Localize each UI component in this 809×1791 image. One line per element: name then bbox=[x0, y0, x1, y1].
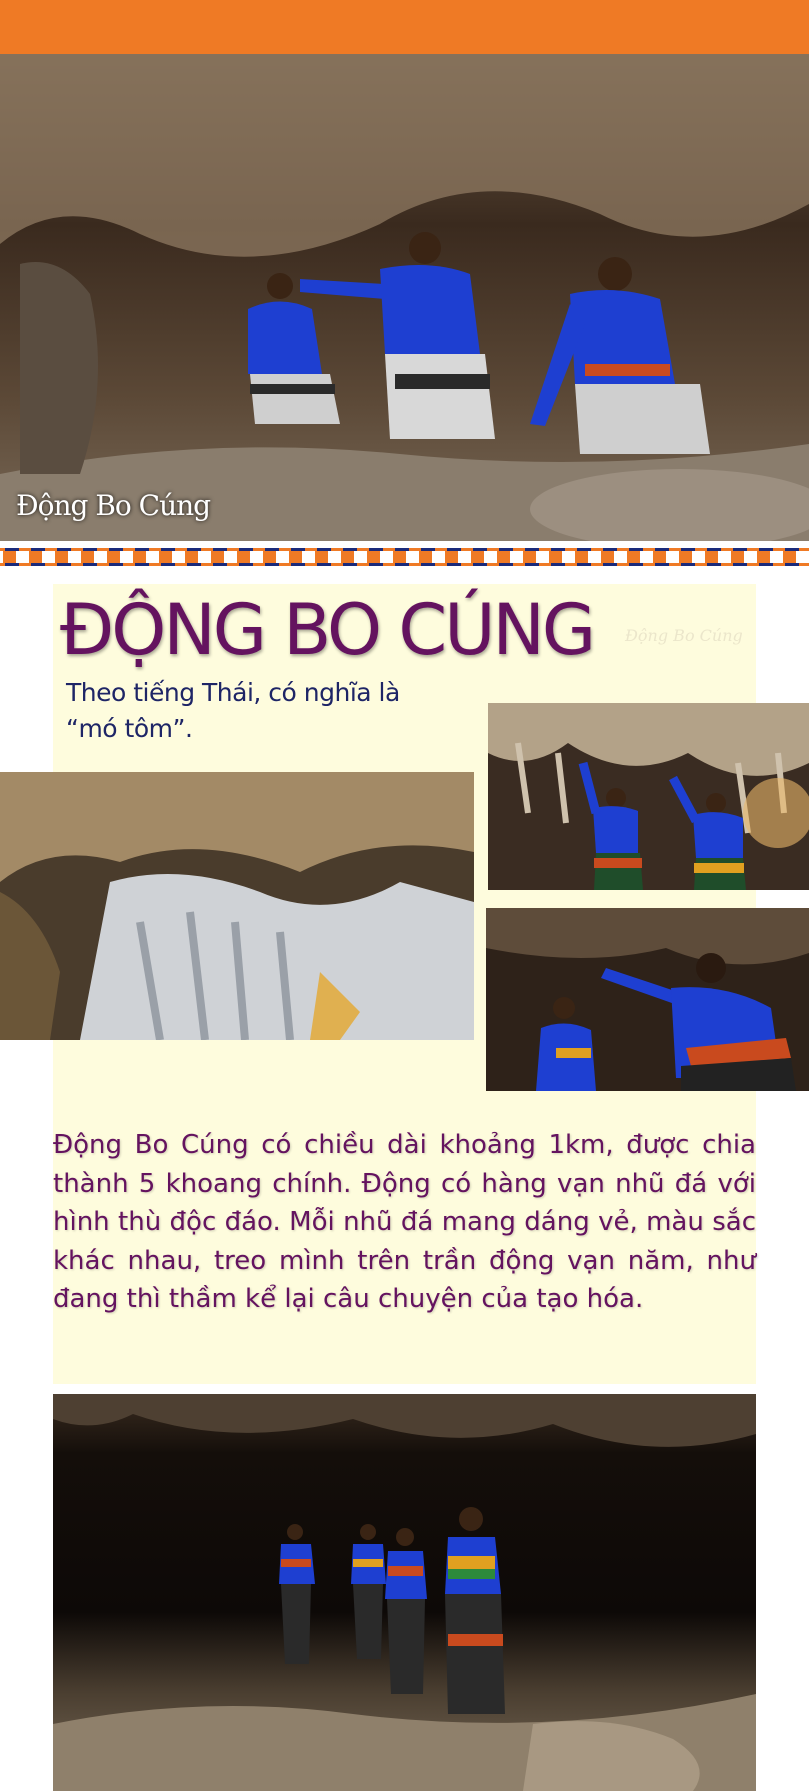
women-stalactites-photo bbox=[488, 703, 809, 890]
stalactite-photo bbox=[0, 772, 474, 1040]
women-water-photo bbox=[486, 908, 809, 1091]
title-watermark: Động Bo Cúng bbox=[625, 626, 743, 645]
hero-photo bbox=[0, 54, 809, 541]
subtitle: Theo tiếng Thái, có nghĩa là “mó tôm”. bbox=[66, 678, 400, 743]
article-body: Động Bo Cúng có chiều dài khoảng 1km, được chia thành 5 khoang chính. Động có hàng vạn nhũ đá với hình thù độc đáo. Mỗi nhũ đá mang dáng vẻ, màu sắc khác nhau, treo mình trên trần động vạn năm, như đang thì thầm kể lại câu chuyện của tạo hóa. bbox=[53, 1130, 756, 1314]
top-banner-bar bbox=[0, 0, 809, 54]
decorative-square-border bbox=[0, 548, 809, 566]
women-walking-photo bbox=[53, 1394, 756, 1791]
page-title: ĐỘNG BO CÚNG bbox=[60, 589, 594, 671]
hero-caption: Động Bo Cúng bbox=[16, 489, 211, 522]
